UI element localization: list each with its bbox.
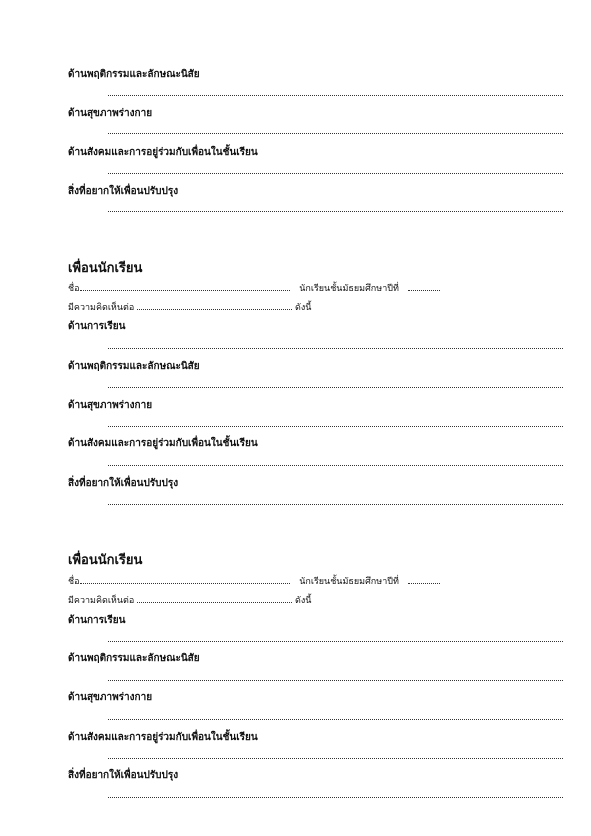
- name-row: [68, 282, 440, 295]
- grade-input-line[interactable]: [408, 282, 440, 291]
- answer-line[interactable]: [108, 680, 563, 681]
- name-input-line[interactable]: [80, 282, 290, 291]
- answer-line[interactable]: [108, 426, 563, 427]
- label-social: ด้านสังคมและการอยู่ร่วมกับเพื่อนในชั้นเรียน: [68, 438, 258, 449]
- label-improve: สิ่งที่อยากให้เพื่อนปรับปรุง: [68, 478, 179, 489]
- opinion-label: มีความคิดเห็นต่อ: [68, 596, 135, 606]
- answer-line[interactable]: [108, 387, 563, 388]
- name-input-line[interactable]: [80, 575, 290, 584]
- answer-line[interactable]: [108, 348, 563, 349]
- answer-line[interactable]: [108, 504, 563, 505]
- opinion-input-line[interactable]: [137, 301, 292, 310]
- answer-line[interactable]: [108, 95, 563, 96]
- grade-label: นักเรียนชั้นมัธยมศึกษาปีที่: [299, 284, 399, 294]
- as-follows-label: ดังนี้: [295, 596, 312, 606]
- label-study: ด้านการเรียน: [68, 321, 126, 332]
- label-social: ด้านสังคมและการอยู่ร่วมกับเพื่อนในชั้นเรียน: [68, 732, 258, 743]
- opinion-row: [68, 301, 311, 314]
- grade-label: นักเรียนชั้นมัธยมศึกษาปีที่: [299, 577, 399, 587]
- answer-line[interactable]: [108, 133, 563, 134]
- name-label: ชื่อ: [68, 577, 80, 587]
- answer-line[interactable]: [108, 797, 563, 798]
- label-health: ด้านสุขภาพร่างกาย: [68, 400, 153, 411]
- as-follows-label: ดังนี้: [295, 303, 312, 313]
- label-improve: สิ่งที่อยากให้เพื่อนปรับปรุง: [68, 770, 179, 781]
- name-row: [68, 575, 440, 588]
- friend-heading: เพื่อนนักเรียน: [68, 261, 143, 276]
- label-health: ด้านสุขภาพร่างกาย: [68, 108, 153, 119]
- label-improve: สิ่งที่อยากให้เพื่อนปรับปรุง: [68, 186, 179, 197]
- label-social: ด้านสังคมและการอยู่ร่วมกับเพื่อนในชั้นเรียน: [68, 147, 258, 158]
- answer-line[interactable]: [108, 641, 563, 642]
- answer-line[interactable]: [108, 465, 563, 466]
- opinion-input-line[interactable]: [137, 594, 292, 603]
- answer-line[interactable]: [108, 173, 563, 174]
- name-label: ชื่อ: [68, 284, 80, 294]
- answer-line[interactable]: [108, 758, 563, 759]
- label-study: ด้านการเรียน: [68, 615, 126, 626]
- friend-heading: เพื่อนนักเรียน: [68, 553, 143, 568]
- grade-input-line[interactable]: [408, 575, 440, 584]
- label-health: ด้านสุขภาพร่างกาย: [68, 692, 153, 703]
- answer-line[interactable]: [108, 211, 563, 212]
- opinion-label: มีความคิดเห็นต่อ: [68, 303, 135, 313]
- label-behavior: ด้านพฤติกรรมและลักษณะนิสัย: [68, 361, 200, 372]
- opinion-row: [68, 594, 311, 607]
- answer-line[interactable]: [108, 719, 563, 720]
- label-behavior: ด้านพฤติกรรมและลักษณะนิสัย: [68, 653, 200, 664]
- label-behavior: ด้านพฤติกรรมและลักษณะนิสัย: [68, 69, 200, 80]
